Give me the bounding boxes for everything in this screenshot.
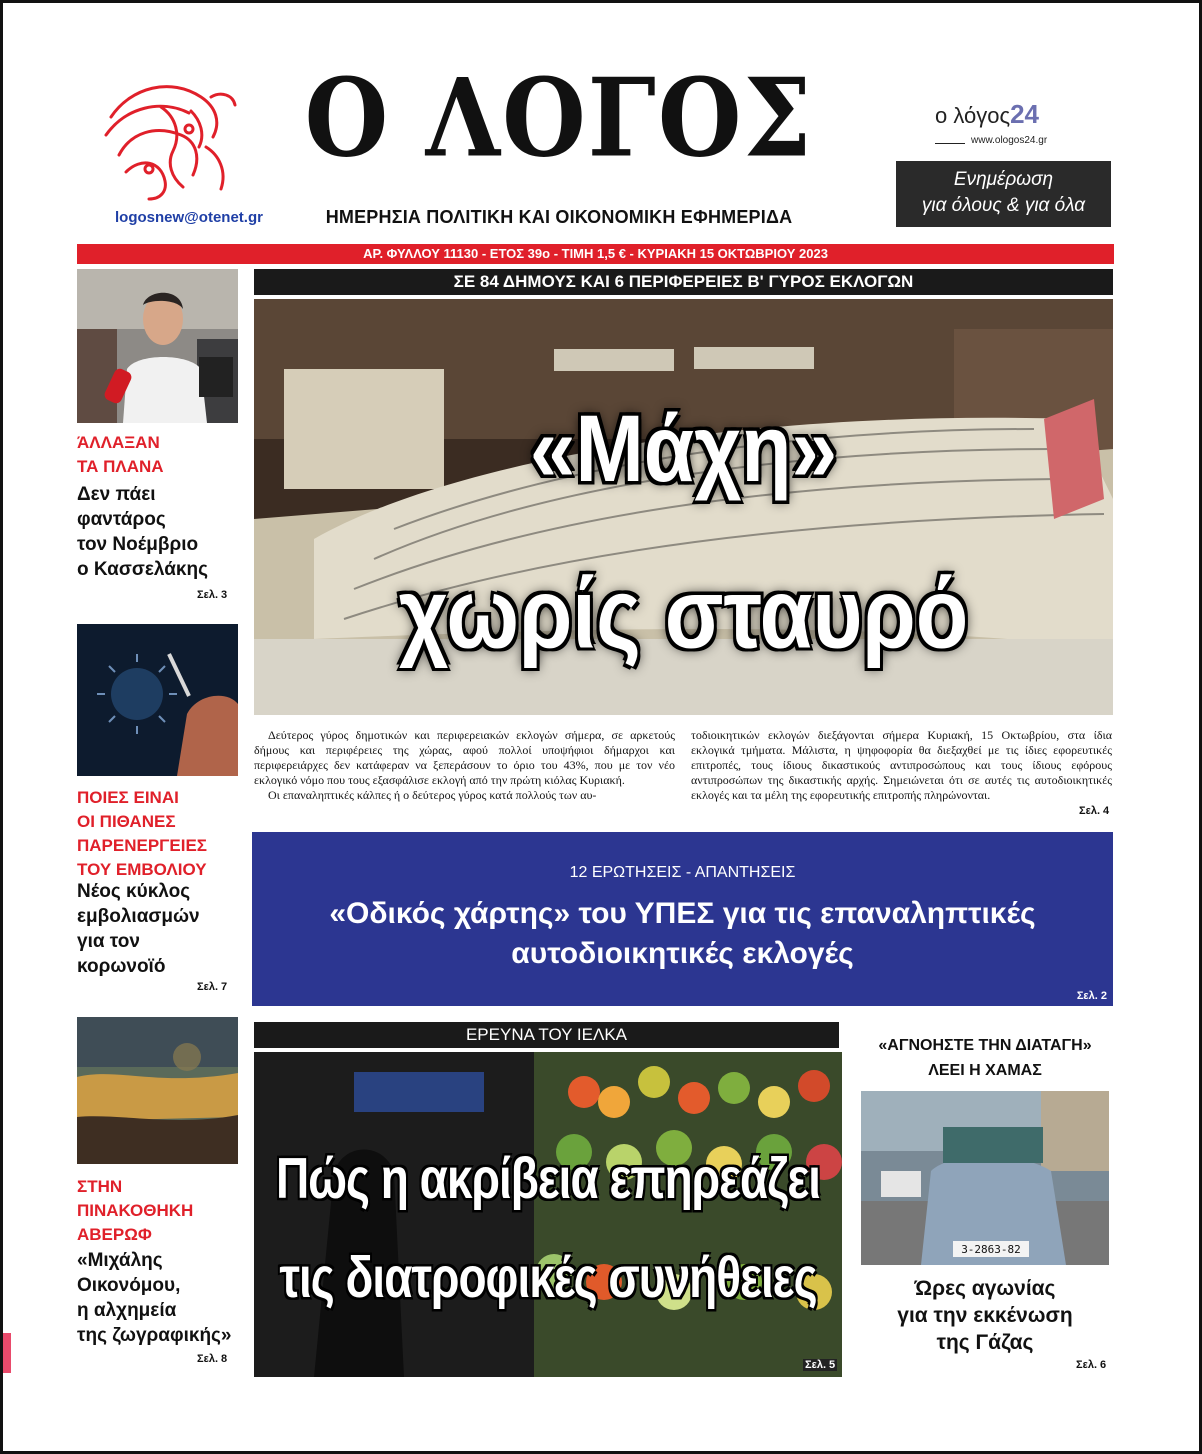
story2-head-line3: για τον [77,931,140,952]
brand24-divider [935,143,965,144]
brand24-text: ο λόγος [935,103,1011,128]
faq-box [252,832,1113,1006]
survey-kicker-bar: ΕΡΕΥΝΑ ΤΟΥ ΙΕΛΚΑ [254,1022,839,1048]
story1-head-line4: ο Κασσελάκης [77,559,208,580]
faq-headline-line1: «Οδικός χάρτης» του ΥΠΕΣ για τις επαναληπτικές [329,897,1036,930]
edge-marker [3,1333,11,1373]
story2-kicker-line3: ΠΑΡΕΝΕΡΓΕΙΕΣ [77,836,208,855]
story3-kicker-line1: ΣΤΗΝ [77,1177,123,1196]
faq-headline-line2: αυτοδιοικητικές εκλογές [511,937,854,970]
painting-photo [77,1017,238,1164]
story2-head-line2: εμβολιασμών [77,906,200,927]
hamas-kicker [861,1033,1109,1083]
brand-logo-24 [935,99,1039,130]
masthead-title: Ο ΛΟΓΟΣ [304,54,814,182]
story3-head-line3: η αλχημεία [77,1300,177,1321]
gaza-car-photo [861,1091,1109,1265]
survey-headline-line2: τις διατροφικές συνήθειες [279,1244,817,1310]
faq-kicker: 12 ΕΡΩΤΗΣΕΙΣ - ΑΠΑΝΤΗΣΕΙΣ [569,864,796,881]
logo-illustration [101,77,241,203]
story3-head-line2: Οικονόμου, [77,1275,181,1296]
story2-page-ref: Σελ. 7 [197,981,228,993]
story2-kicker-line4: ΤΟΥ ΕΜΒΟΛΙΟΥ [77,860,207,879]
story1-head-line2: φαντάρος [77,509,166,530]
story3-page-ref: Σελ. 8 [197,1353,228,1365]
story1-headline [77,482,208,582]
brand24-number: 24 [1010,99,1040,129]
contact-email: logosnew@otenet.gr [115,209,263,226]
story2-headline [77,879,200,979]
story1-page-ref: Σελ. 3 [197,589,228,601]
story2-head-line1: Νέος κύκλος [77,881,191,902]
survey-page-ref: Σελ. 5 [805,1359,836,1371]
story1-head-line1: Δεν πάει [77,484,156,505]
lead-col1-para1: Δεύτερος γύρος δημοτικών και περιφερειακών εκλογών σήμερα, σε αρκετούς δήμους και περιφέρειες της χώρας, αφού πολλοί υποψήφιοι δήμαρχοι και περιφερειάρχες δεν κατάφεραν να ξεπεράσουν το όριο του 43%, που με τον νέο εκλογικό νόμο που τους εξασφάλισε εκλογή από την πρώτη κιόλας Κυριακή. [254,728,675,787]
story3-kicker-line3: ΑΒΕΡΩΦ [77,1225,152,1244]
lead-body-col2 [691,728,1112,803]
supermarket-photo [254,1052,842,1377]
story1-kicker-line2: ΤΑ ΠΛΑΝΑ [77,457,164,476]
lead-col2-para1: τοδιοικητικών εκλογών διεξάγονται σήμερα Κυριακή, 15 Οκτωβρίου, στα ίδια εκλογικά τμήματα. Μάλιστα, η ψηφοφορία θα διεξαχθεί με τις ίδιες εφορευτικές επιτροπές, τους ίδιους δικαστικούς αντιπροσώπους και τους ίδιους εφόρους αντιπροσώπων της δικαστικής αρχής. Σημειώνεται ότι σε αυτές τις αυτοδιοικητικές εκλογές και τα μέλη της εφορευτικής επιτροπής πληρώνονται. [691,728,1112,802]
story1-kicker-line1: ΆΛΛΑΞΑΝ [77,433,160,452]
issue-bar [77,244,1114,264]
license-plate: 3-2863-82 [961,1243,1021,1256]
hamas-kicker-line1: «ΑΓΝΟΗΣΤΕ ΤΗΝ ΔΙΑΤΑΓΗ» [878,1037,1092,1054]
brand24-url: www.ologos24.gr [971,135,1048,146]
vaccine-photo [77,624,238,776]
faq-page-ref: Σελ. 2 [1076,990,1107,1002]
lead-body-col1 [254,728,675,803]
lead-kicker-bar: ΣΕ 84 ΔΗΜΟΥΣ ΚΑΙ 6 ΠΕΡΙΦΕΡΕΙΕΣ Β' ΓΥΡΟΣ ΕΚΛΟΓΩΝ [254,269,1113,295]
hamas-headline [861,1275,1109,1356]
hamas-page-ref: Σελ. 6 [1076,1359,1107,1371]
lead-headline-line1: «Μάχη» [529,397,838,502]
issue-info: ΑΡ. ΦΥΛΛΟΥ 11130 - ΕΤΟΣ 39ο - ΤΙΜΗ 1,5 € - ΚΥΡΙΑΚΗ 15 ΟΚΤΩΒΡΙΟΥ 2023 [363,246,828,261]
promo-box [896,161,1111,227]
story3-kicker-line2: ΠΙΝΑΚΟΘΗΚΗ [77,1201,194,1220]
story2-head-line4: κορωνοϊό [77,956,166,977]
story3-kicker [77,1175,193,1247]
lead-col1-para2: Οι επαναληπτικές κάλπες ή ο δεύτερος γύρος κατά πολλούς των αυ- [268,788,597,802]
lead-page-ref: Σελ. 4 [1079,805,1110,817]
story1-head-line3: τον Νοέμβριο [77,534,199,555]
story2-kicker-line1: ΠΟΙΕΣ ΕΙΝΑΙ [77,788,179,807]
story1-kicker [77,431,164,479]
hamas-head-line2: για την εκκένωση [897,1304,1073,1327]
politician-photo [77,269,238,423]
hamas-head-line3: της Γάζας [936,1331,1034,1354]
story3-head-line4: της ζωγραφικής» [77,1325,232,1346]
lead-headline-line2: χωρίς σταυρό [398,558,969,670]
masthead-subtitle: ΗΜΕΡΗΣΙΑ ΠΟΛΙΤΙΚΗ ΚΑΙ ΟΙΚΟΝΟΜΙΚΗ ΕΦΗΜΕΡΙΔΑ [325,207,793,227]
story3-headline [77,1248,232,1348]
story2-kicker [77,786,207,882]
hamas-kicker-line2: ΛΕΕΙ Η ΧΑΜΑΣ [928,1062,1042,1079]
promo-line-2: για όλους & για όλα [921,195,1086,216]
promo-line-1: Ενημέρωση [953,169,1054,190]
survey-headline-line1: Πώς η ακρίβεια επηρεάζει [275,1145,821,1211]
story3-head-line1: «Μιχάλης [77,1250,163,1271]
hamas-head-line1: Ώρες αγωνίας [914,1277,1056,1300]
story2-kicker-line2: ΟΙ ΠΙΘΑΝΕΣ [77,812,176,831]
